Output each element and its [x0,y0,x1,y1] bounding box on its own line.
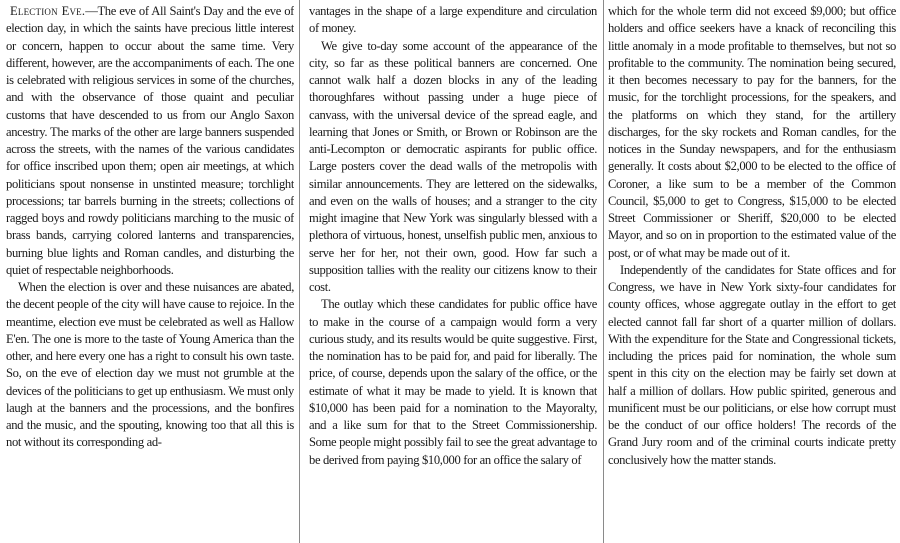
article-paragraph: vantages in the shape of a large expenditure and circulation of money. [309,4,597,36]
article-paragraph [6,3,294,279]
article-column-3 [608,3,896,543]
paragraph-text: —The eve of All Saint's Day and the eve of election day, in which the saints have precious little interest or concern, happen to occur about the same time. Very different, however, are the accompaniments of each. The one is celebrated with religious services in some of the churches, and with the observance of those quaint and peculiar customs that have descended to us from our Anglo Saxon ancestry. The marks of the other are large banners suspended across the streets, with the names of the various candidates for office inscribed upon them; open air meetings, at which politicians spout nonsense in unstinted measure; torchlight processions; tar barrels burning in the streets; collections of ragged boys and rowdy politicians marching to the music of brass bands, carrying colored lanterns and transparencies, burning blue lights and Roman candles, and disturbing the quiet of respectable neighborhoods. [6,4,294,277]
column-rule [299,0,300,543]
article-paragraph: The outlay which these candidates for public office have to make in the course of a campaign would form a very curious study, and its results would be quite suggestive. First, the nomination has to be paid for, and paid for liberally. The price, of course, depends upon the salary of the office, or the estimate of what it may be made to yield. It is known that $10,000 has been paid for a nomination to the Mayoralty, and a like sum for that to the Street Commissionership. Some people might possibly fail to see the great advantage to be derived from paying $10,000 for an office the salary of [309,297,597,467]
article-paragraph: Independently of the candidates for State offices and for Congress, we have in New York sixty-four candidates for county offices, whose aggregate outlay in the effort to get elected cannot fall far short of a quarter million of dollars. With the expenditure for the State and Congressional tickets, including the prices paid for nomination, the whole sum spent in this city on the election may be fairly set down at half a million of dollars. How public spirited, generous and munificent must be our politicians, or else how corrupt must be the conduct of our office holders! The records of the Grand Jury room and of the criminal courts indicate pretty conclusively how the matter stands. [608,262,896,467]
article-paragraph: which for the whole term did not exceed $9,000; but office holders and office seekers have a knack of reconciling this little anomaly in a mode profitable to themselves, but not so profitable to the community. The nomination being secured, it then becomes necessary to pay for the banners, for the music, for the torchlight processions, for the speakers, and the platforms on which they stand, for the artillery discharges, for the sky rockets and Roman candles, for the notices in the Sunday newspapers, and for the enthusiasm generally. It costs about $2,000 to be elected to the office of Coroner, a like sum to be a member of the Common Council, $5,000 to get to Congress, $15,000 to be elected Street Commissioner or Sheriff, $20,000 to be elected Mayor, and so on in proportion to the estimated value of the post, or of what may be made out of it. [608,4,896,260]
column-rule [603,0,604,543]
article-column-1 [6,3,294,543]
article-headline: Election Eve. [10,4,86,18]
article-paragraph: We give to-day some account of the appearance of the city, so far as these political banners are concerned. One cannot walk half a dozen blocks in any of the leading thoroughfares without passing under a huge piece of canvass, with the universal device of the spread eagle, and learning that Jones or Smith, or Brown or Robinson are the anti-Lecompton or democratic aspirants for public office. Large posters cover the dead walls of the metropolis with similar announcements. They are lettered on the sidewalks, and even on the walls of houses; and a stranger to the city might imagine that New York was singularly blessed with a plethora of virtuous, honest, unselfish public men, anxious to serve her for her, not their own, good. How far such a supposition tallies with the reality our citizens know to their cost. [309,38,597,294]
article-column-2 [309,3,597,543]
article-paragraph: When the election is over and these nuisances are abated, the decent people of the city will have cause to rejoice. In the meantime, election eve must be celebrated as well as Hallow E'en. The one is more to the taste of Young America than the other, and here every one has a right to consult his own taste. So, on the eve of election day we must not grumble at the devices of the politicians to get up enthusiasm. We must only laugh at the banners and the processions, and the bonfires and the music, and the spouting, knowing too that all this is not without its corresponding ad- [6,280,294,450]
